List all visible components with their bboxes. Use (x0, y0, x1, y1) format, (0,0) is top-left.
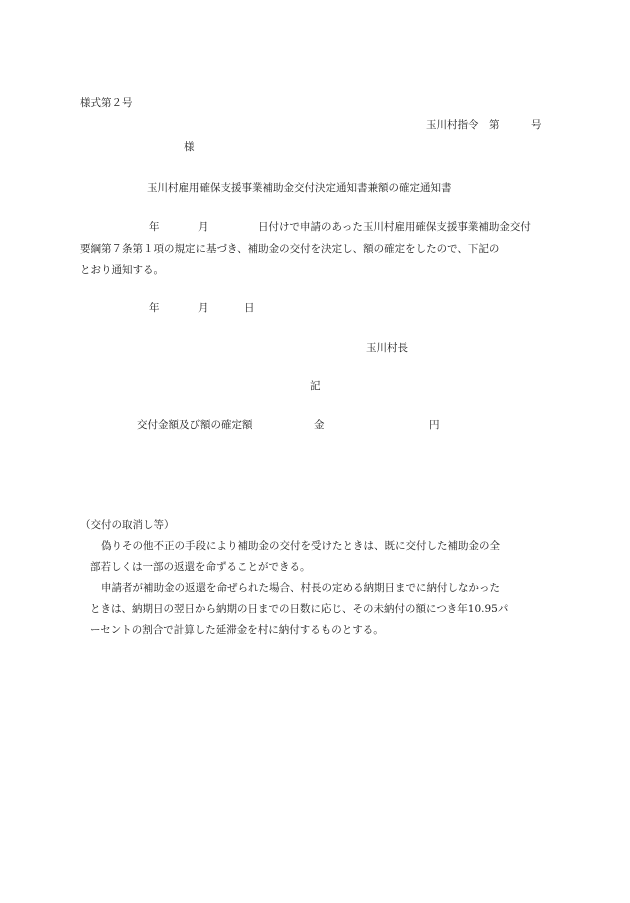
cancellation-para2-line3: ーセントの割合で計算した延滞金を村に納付するものとする。 (90, 624, 384, 636)
amount-label: 交付金額及び額の確定額 (137, 419, 253, 431)
body-year-label: 年 (149, 221, 160, 233)
body-line3-text: とおり通知する。 (80, 264, 164, 276)
document-title: 玉川村雇用確保支援事業補助金交付決定通知書兼額の確定通知書 (147, 182, 452, 194)
cancellation-para2-line1: 申請者が補助金の返還を命ぜられた場合、村長の定める納期日までに納付しなかった (101, 582, 500, 594)
issue-date-year: 年 (149, 302, 160, 314)
cancellation-para1-line2: 部若しくは一部の返還を命ずることができる。 (90, 561, 311, 573)
issue-date-day: 日 (244, 302, 255, 314)
form-label: 様式第２号 (80, 97, 133, 109)
record-heading: 記 (310, 380, 321, 392)
body-line1-text: 日付けで申請のあった玉川村雇用確保支援事業補助金交付 (258, 221, 531, 233)
cancellation-heading: （交付の取消し等） (80, 519, 175, 531)
issue-date-month: 月 (198, 302, 209, 314)
issuer-name: 玉川村長 (366, 342, 408, 354)
amount-currency-prefix: 金 (314, 419, 325, 431)
body-month-label: 月 (198, 221, 209, 233)
body-line2-text: 要綱第７条第１項の規定に基づき、補助金の交付を決定し、額の確定をしたので、下記の (80, 243, 500, 255)
directive-number: 玉川村指令 第 号 (426, 119, 542, 131)
cancellation-para1-line1: 偽りその他不正の手段により補助金の交付を受けたときは、既に交付した補助金の全 (101, 540, 500, 552)
cancellation-para2-line2: ときは、納期日の翌日から納期の日までの日数に応じ、その未納付の額につき年10.95パ (90, 603, 509, 615)
addressee-honorific: 様 (184, 141, 195, 153)
amount-unit: 円 (429, 419, 440, 431)
